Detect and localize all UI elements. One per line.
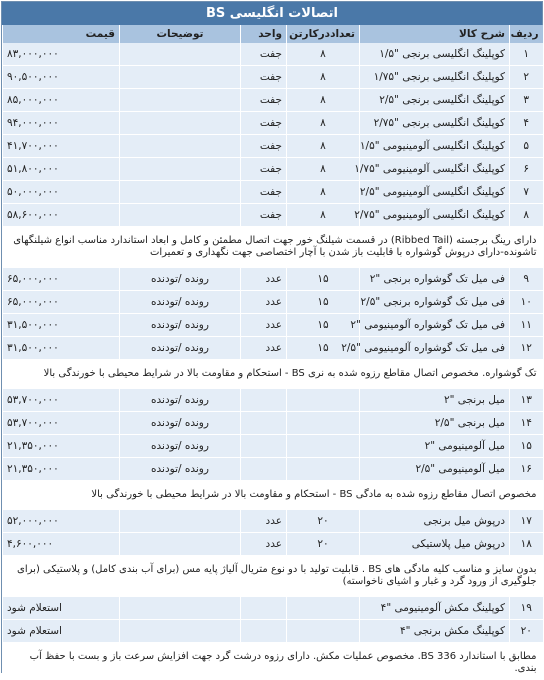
cell-radif: ۵ xyxy=(510,135,543,158)
cell-tedad: ۸ xyxy=(287,112,360,135)
cell-gheymat: ۵۱,۸۰۰,۰۰۰ xyxy=(3,158,120,181)
cell-sharh: میل برنجی "۲ xyxy=(360,389,510,412)
cell-sharh: فی میل تک گوشواره آلومینیومی "۲/۵ xyxy=(360,337,510,360)
col-sharh: شرح کالا xyxy=(360,25,510,43)
cell-sharh: درپوش میل برنجی xyxy=(360,510,510,533)
cell-tozihat: رونده /تودنده xyxy=(120,337,241,360)
cell-radif: ۱۷ xyxy=(510,510,543,533)
cell-vahed: جفت xyxy=(241,158,287,181)
cell-gheymat: ۶۵,۰۰۰,۰۰۰ xyxy=(3,291,120,314)
table-header xyxy=(3,25,543,43)
cell-tozihat xyxy=(120,597,241,620)
cell-gheymat: ۵۳,۷۰۰,۰۰۰ xyxy=(3,389,120,412)
cell-tozihat xyxy=(120,89,241,112)
table-row xyxy=(3,389,543,412)
table-row xyxy=(3,268,543,291)
group-note-text: دارای رینگ برجسته (Ribbed Tail) در قسمت شیلنگ خور جهت اتصال مطمئن و کامل و ابعاد استاندارد مناسب انواع شیلنگهای تاشونده-دارای درپوش گوشواره با قابلیت باز شدن با آچار اختصاصی جهت نگهداری و تعمیرات xyxy=(3,231,543,264)
cell-tedad: ۱۵ xyxy=(287,268,360,291)
cell-tozihat: رونده /تودنده xyxy=(120,435,241,458)
cell-tedad: ۲۰ xyxy=(287,510,360,533)
table-row xyxy=(3,620,543,643)
cell-tozihat: رونده /تودنده xyxy=(120,268,241,291)
table-row xyxy=(3,43,543,66)
col-vahed: واحد xyxy=(241,25,287,43)
cell-gheymat: ۲۱,۳۵۰,۰۰۰ xyxy=(3,435,120,458)
cell-tedad: ۱۵ xyxy=(287,337,360,360)
table-row xyxy=(3,510,543,533)
cell-tozihat: رونده /تودنده xyxy=(120,458,241,481)
cell-tozihat xyxy=(120,533,241,556)
cell-sharh: کوپلینگ انگلیسی آلومینیومی "۱/۷۵ xyxy=(360,158,510,181)
cell-vahed xyxy=(241,412,287,435)
cell-vahed: جفت xyxy=(241,43,287,66)
cell-vahed: عدد xyxy=(241,337,287,360)
cell-tozihat xyxy=(120,181,241,204)
cell-sharh: کوپلینگ انگلیسی آلومینیومی "۲/۷۵ xyxy=(360,204,510,227)
cell-sharh: فی میل تک گوشواره برنجی "۲/۵ xyxy=(360,291,510,314)
group-note-text: مخصوص اتصال مقاطع رزوه شده به مادگی BS - استحکام و مقاومت بالا در شرایط محیطی با خورندگی بالا xyxy=(3,485,543,506)
cell-vahed: جفت xyxy=(241,66,287,89)
cell-tedad: ۸ xyxy=(287,89,360,112)
table-row xyxy=(3,435,543,458)
table-row xyxy=(3,112,543,135)
cell-tedad xyxy=(287,458,360,481)
cell-radif: ۷ xyxy=(510,181,543,204)
cell-tozihat xyxy=(120,204,241,227)
cell-radif: ۱۶ xyxy=(510,458,543,481)
group-note xyxy=(3,231,543,264)
cell-radif: ۱۳ xyxy=(510,389,543,412)
cell-tozihat xyxy=(120,620,241,643)
page-title: اتصالات انگلیسی BS xyxy=(2,2,542,25)
cell-gheymat: ۳۱,۵۰۰,۰۰۰ xyxy=(3,314,120,337)
cell-tozihat xyxy=(120,112,241,135)
cell-vahed: عدد xyxy=(241,291,287,314)
group-note-text: تک گوشواره. مخصوص اتصال مقاطع رزوه شده به نری BS - استحکام و مقاومت بالا در شرایط محیطی با خورندگی بالا xyxy=(3,364,543,385)
cell-tozihat: رونده /تودنده xyxy=(120,412,241,435)
cell-sharh: میل آلومینیومی "۲ xyxy=(360,435,510,458)
group-note xyxy=(3,560,543,593)
table-row xyxy=(3,337,543,360)
price-table xyxy=(2,25,543,680)
cell-radif: ۱۲ xyxy=(510,337,543,360)
cell-tedad xyxy=(287,389,360,412)
cell-sharh: کوپلینگ انگلیسی آلومینیومی "۲/۵ xyxy=(360,181,510,204)
group-note xyxy=(3,647,543,680)
col-tedad: تعداددرکارتن xyxy=(287,25,360,43)
cell-gheymat: ۸۵,۰۰۰,۰۰۰ xyxy=(3,89,120,112)
cell-radif: ۱۰ xyxy=(510,291,543,314)
cell-gheymat: ۹۴,۰۰۰,۰۰۰ xyxy=(3,112,120,135)
cell-radif: ۱ xyxy=(510,43,543,66)
table-row xyxy=(3,533,543,556)
table-row xyxy=(3,458,543,481)
cell-radif: ۱۹ xyxy=(510,597,543,620)
cell-sharh: کوپلینگ مکش آلومینیومی "۴ xyxy=(360,597,510,620)
cell-gheymat: استعلام شود xyxy=(3,597,120,620)
table-row xyxy=(3,135,543,158)
cell-vahed: جفت xyxy=(241,89,287,112)
cell-vahed: جفت xyxy=(241,112,287,135)
cell-radif: ۳ xyxy=(510,89,543,112)
cell-tedad: ۸ xyxy=(287,66,360,89)
cell-radif: ۱۵ xyxy=(510,435,543,458)
cell-sharh: کوپلینگ انگلیسی برنجی "۱/۷۵ xyxy=(360,66,510,89)
cell-radif: ۶ xyxy=(510,158,543,181)
cell-tedad: ۸ xyxy=(287,204,360,227)
cell-gheymat: ۵۸,۶۰۰,۰۰۰ xyxy=(3,204,120,227)
cell-tedad xyxy=(287,435,360,458)
cell-sharh: کوپلینگ انگلیسی آلومینیومی "۱/۵ xyxy=(360,135,510,158)
table-row xyxy=(3,89,543,112)
cell-vahed: عدد xyxy=(241,510,287,533)
cell-sharh: درپوش میل پلاستیکی xyxy=(360,533,510,556)
cell-tedad: ۱۵ xyxy=(287,291,360,314)
cell-radif: ۹ xyxy=(510,268,543,291)
cell-tozihat xyxy=(120,158,241,181)
cell-tedad: ۸ xyxy=(287,43,360,66)
col-radif: ردیف xyxy=(510,25,543,43)
col-gheymat: قیمت xyxy=(3,25,120,43)
cell-gheymat: ۸۳,۰۰۰,۰۰۰ xyxy=(3,43,120,66)
table-row xyxy=(3,412,543,435)
cell-tedad xyxy=(287,412,360,435)
cell-sharh: کوپلینگ انگلیسی برنجی "۱/۵ xyxy=(360,43,510,66)
cell-tozihat xyxy=(120,135,241,158)
cell-tedad: ۲۰ xyxy=(287,533,360,556)
cell-radif: ۱۸ xyxy=(510,533,543,556)
table-row xyxy=(3,597,543,620)
cell-sharh: میل آلومینیومی "۲/۵ xyxy=(360,458,510,481)
cell-radif: ۱۴ xyxy=(510,412,543,435)
cell-gheymat: ۲۱,۳۵۰,۰۰۰ xyxy=(3,458,120,481)
cell-gheymat: ۴۱,۷۰۰,۰۰۰ xyxy=(3,135,120,158)
cell-tedad xyxy=(287,620,360,643)
cell-sharh: فی میل تک گوشواره آلومینیومی "۲ xyxy=(360,314,510,337)
cell-gheymat: ۴,۶۰۰,۰۰۰ xyxy=(3,533,120,556)
cell-radif: ۲ xyxy=(510,66,543,89)
cell-vahed: عدد xyxy=(241,533,287,556)
cell-sharh: میل برنجی "۲/۵ xyxy=(360,412,510,435)
cell-tedad: ۱۵ xyxy=(287,314,360,337)
col-tozihat: توضیحات xyxy=(120,25,241,43)
cell-vahed: جفت xyxy=(241,135,287,158)
table-row xyxy=(3,314,543,337)
cell-sharh: کوپلینگ انگلیسی برنجی "۲/۷۵ xyxy=(360,112,510,135)
cell-tedad xyxy=(287,597,360,620)
price-list xyxy=(1,1,543,673)
cell-vahed xyxy=(241,458,287,481)
cell-vahed xyxy=(241,435,287,458)
cell-sharh: فی میل تک گوشواره برنجی "۲ xyxy=(360,268,510,291)
table-row xyxy=(3,181,543,204)
cell-gheymat: ۵۳,۷۰۰,۰۰۰ xyxy=(3,412,120,435)
cell-gheymat: ۵۰,۰۰۰,۰۰۰ xyxy=(3,181,120,204)
cell-gheymat: ۶۵,۰۰۰,۰۰۰ xyxy=(3,268,120,291)
group-note xyxy=(3,364,543,385)
cell-vahed xyxy=(241,597,287,620)
cell-gheymat: استعلام شود xyxy=(3,620,120,643)
group-note-text: بدون سایز و مناسب کلیه مادگی های BS . قابلیت تولید با دو نوع متریال آلیاژ پایه مس (برای آب بندی کامل) و پلاستیکی (برای جلوگیری از ورود گرد و غبار و اشیای ناخواسته) xyxy=(3,560,543,593)
cell-sharh: کوپلینگ انگلیسی برنجی "۲/۵ xyxy=(360,89,510,112)
table-row xyxy=(3,66,543,89)
cell-vahed xyxy=(241,620,287,643)
cell-tedad: ۸ xyxy=(287,158,360,181)
cell-vahed: عدد xyxy=(241,314,287,337)
cell-vahed xyxy=(241,389,287,412)
cell-sharh: کوپلینگ مکش برنجی "۴ xyxy=(360,620,510,643)
cell-tozihat: رونده /تودنده xyxy=(120,314,241,337)
cell-tozihat xyxy=(120,510,241,533)
group-note xyxy=(3,485,543,506)
table-body xyxy=(3,43,543,680)
cell-gheymat: ۹۰,۵۰۰,۰۰۰ xyxy=(3,66,120,89)
cell-radif: ۱۱ xyxy=(510,314,543,337)
cell-tozihat: رونده /تودنده xyxy=(120,389,241,412)
cell-gheymat: ۵۲,۰۰۰,۰۰۰ xyxy=(3,510,120,533)
cell-tozihat xyxy=(120,43,241,66)
cell-radif: ۴ xyxy=(510,112,543,135)
cell-vahed: عدد xyxy=(241,268,287,291)
group-note-text: مطابق با استاندارد BS 336. مخصوص عملیات مکش. دارای رزوه درشت گرد جهت افزایش سرعت باز و بست با حفظ آب بندی. xyxy=(3,647,543,680)
table-row xyxy=(3,158,543,181)
cell-tedad: ۸ xyxy=(287,181,360,204)
table-row xyxy=(3,291,543,314)
cell-gheymat: ۳۱,۵۰۰,۰۰۰ xyxy=(3,337,120,360)
cell-tedad: ۸ xyxy=(287,135,360,158)
cell-radif: ۸ xyxy=(510,204,543,227)
table-row xyxy=(3,204,543,227)
cell-vahed: جفت xyxy=(241,204,287,227)
cell-radif: ۲۰ xyxy=(510,620,543,643)
cell-tozihat xyxy=(120,66,241,89)
cell-vahed: جفت xyxy=(241,181,287,204)
cell-tozihat: رونده /تودنده xyxy=(120,291,241,314)
